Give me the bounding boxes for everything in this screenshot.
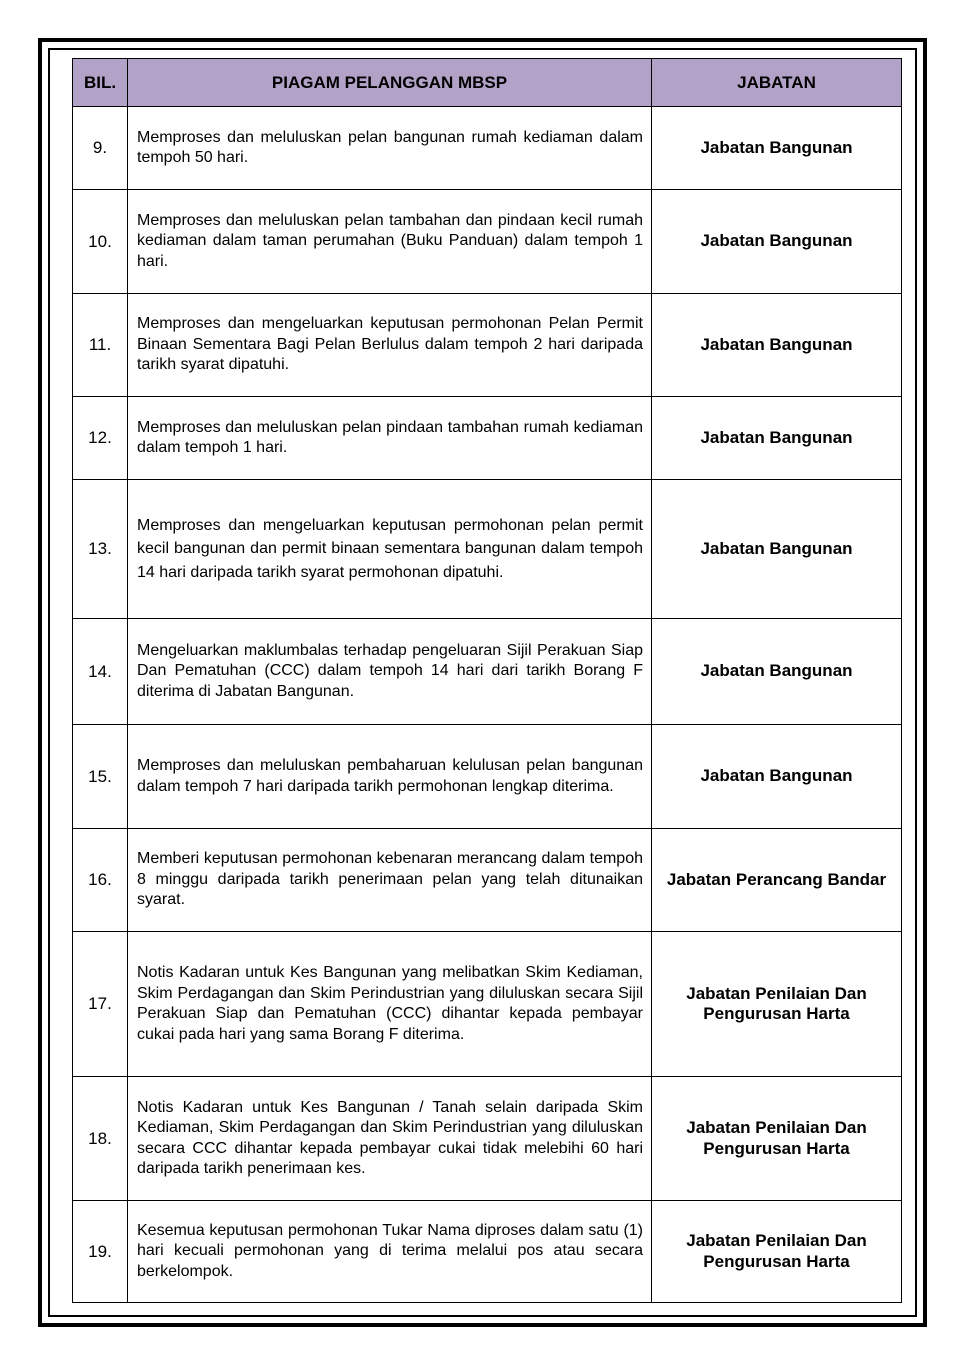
row-description: Notis Kadaran untuk Kes Bangunan yang melibatkan Skim Kediaman, Skim Perdagangan dan Skim Perindustrian yang diluluskan secara Sijil Perakuan Siap dan Pematuhan (CCC) dihantar kepada pembayar cukai pada hari yang sama Borang F diterima.	[128, 932, 652, 1077]
customer-charter-table	[72, 58, 902, 1303]
table-row	[73, 725, 902, 829]
row-department: Jabatan Penilaian Dan Pengurusan Harta	[652, 932, 902, 1077]
row-description: Memproses dan meluluskan pelan bangunan rumah kediaman dalam tempoh 50 hari.	[128, 107, 652, 190]
row-number: 11.	[73, 294, 128, 397]
header-jabatan: JABATAN	[652, 59, 902, 107]
row-department: Jabatan Penilaian Dan Pengurusan Harta	[652, 1201, 902, 1303]
row-department: Jabatan Bangunan	[652, 107, 902, 190]
row-number: 14.	[73, 619, 128, 725]
row-department: Jabatan Penilaian Dan Pengurusan Harta	[652, 1077, 902, 1201]
row-description: Memberi keputusan permohonan kebenaran merancang dalam tempoh 8 minggu daripada tarikh penerimaan pelan yang telah ditunaikan syarat.	[128, 829, 652, 932]
row-department: Jabatan Bangunan	[652, 480, 902, 619]
row-number: 16.	[73, 829, 128, 932]
row-description: Kesemua keputusan permohonan Tukar Nama diproses dalam satu (1) hari kecuali permohonan yang di terima melalui pos atau secara berkelompok.	[128, 1201, 652, 1303]
header-piagam: PIAGAM PELANGGAN MBSP	[128, 59, 652, 107]
row-department: Jabatan Bangunan	[652, 619, 902, 725]
row-number: 13.	[73, 480, 128, 619]
table-row	[73, 619, 902, 725]
row-description: Memproses dan mengeluarkan keputusan permohonan Pelan Permit Binaan Sementara Bagi Pelan Berlulus dalam tempoh 2 hari daripada tarikh syarat dipatuhi.	[128, 294, 652, 397]
row-description: Memproses dan mengeluarkan keputusan permohonan pelan permit kecil bangunan dan permit binaan sementara bangunan dalam tempoh 14 hari daripada tarikh syarat permohonan dipatuhi.	[128, 480, 652, 619]
row-number: 19.	[73, 1201, 128, 1303]
table-row	[73, 397, 902, 480]
table-row	[73, 1077, 902, 1201]
row-description: Notis Kadaran untuk Kes Bangunan / Tanah selain daripada Skim Kediaman, Skim Perdagangan dan Skim Perindustrian yang diluluskan secara CCC dihantar kepada pembayar cukai tidak melebihi 60 hari daripada tarikh penerimaan kes.	[128, 1077, 652, 1201]
row-number: 12.	[73, 397, 128, 480]
table-row	[73, 932, 902, 1077]
row-department: Jabatan Bangunan	[652, 294, 902, 397]
row-number: 10.	[73, 190, 128, 294]
row-department: Jabatan Bangunan	[652, 397, 902, 480]
row-number: 17.	[73, 932, 128, 1077]
row-department: Jabatan Bangunan	[652, 725, 902, 829]
row-number: 15.	[73, 725, 128, 829]
row-description: Memproses dan meluluskan pelan tambahan dan pindaan kecil rumah kediaman dalam taman perumahan (Buku Panduan) dalam tempoh 1 hari.	[128, 190, 652, 294]
row-department: Jabatan Perancang Bandar	[652, 829, 902, 932]
table-row	[73, 480, 902, 619]
table-row	[73, 190, 902, 294]
table-row	[73, 829, 902, 932]
table-row	[73, 294, 902, 397]
table-row	[73, 1201, 902, 1303]
row-department: Jabatan Bangunan	[652, 190, 902, 294]
row-number: 9.	[73, 107, 128, 190]
table-row	[73, 107, 902, 190]
row-description: Memproses dan meluluskan pelan pindaan tambahan rumah kediaman dalam tempoh 1 hari.	[128, 397, 652, 480]
header-bil: BIL.	[73, 59, 128, 107]
table-header-row	[73, 59, 902, 107]
row-description: Mengeluarkan maklumbalas terhadap pengeluaran Sijil Perakuan Siap Dan Pematuhan (CCC) dalam tempoh 14 hari dari tarikh Borang F diterima di Jabatan Bangunan.	[128, 619, 652, 725]
row-number: 18.	[73, 1077, 128, 1201]
row-description: Memproses dan meluluskan pembaharuan kelulusan pelan bangunan dalam tempoh 7 hari daripada tarikh permohonan lengkap diterima.	[128, 725, 652, 829]
